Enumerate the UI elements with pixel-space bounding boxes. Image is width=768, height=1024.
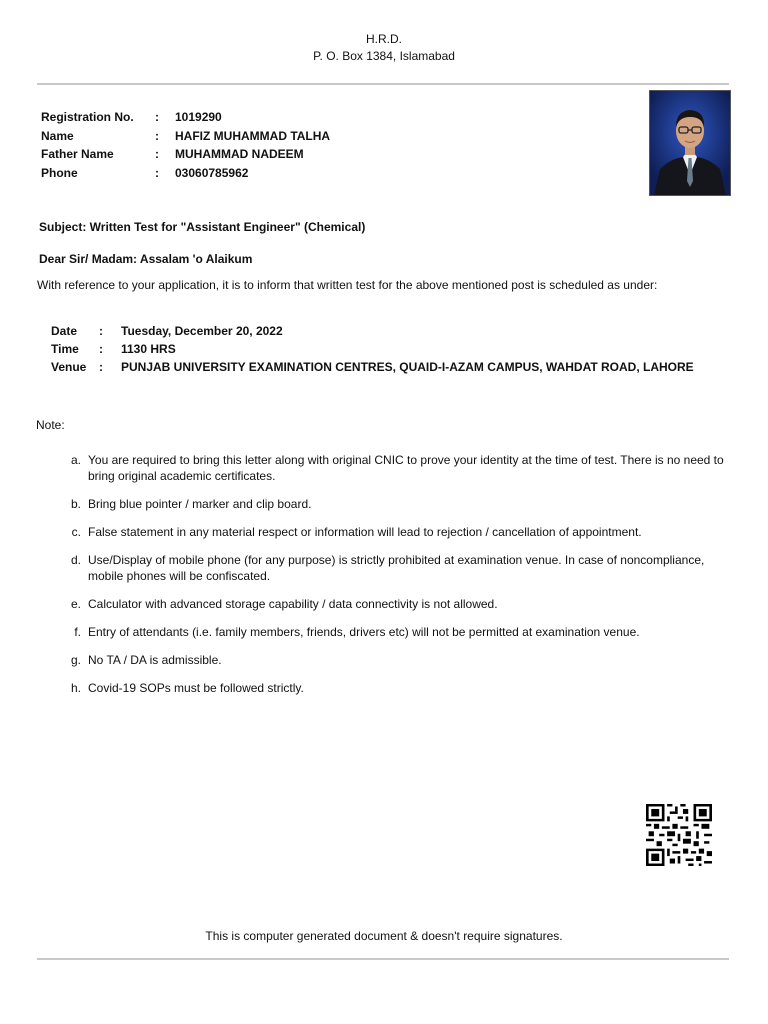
note-text: You are required to bring this letter along with original CNIC to prove your identity at the time of test. There is no need to bring original academic certificates. bbox=[88, 453, 724, 483]
info-separator: : bbox=[155, 110, 159, 125]
schedule-separator: : bbox=[99, 324, 103, 338]
schedule-row-time bbox=[51, 340, 721, 358]
schedule-separator: : bbox=[99, 342, 103, 356]
info-separator: : bbox=[155, 165, 159, 180]
test-time: 1130 HRS bbox=[121, 342, 176, 356]
test-schedule-table bbox=[51, 322, 721, 375]
note-text: Bring blue pointer / marker and clip board. bbox=[88, 497, 312, 511]
note-letter: f. bbox=[74, 625, 81, 639]
note-text: Entry of attendants (i.e. family members, friends, drivers etc) will not be permitted at examination venue. bbox=[88, 625, 640, 639]
schedule-row-date bbox=[51, 322, 721, 340]
schedule-label: Venue bbox=[51, 359, 87, 374]
info-label: Phone bbox=[41, 165, 78, 180]
schedule-label: Date bbox=[51, 324, 78, 338]
qr-code-icon bbox=[646, 804, 712, 866]
info-row-registration bbox=[41, 108, 330, 127]
header-divider bbox=[37, 83, 729, 85]
schedule-separator: : bbox=[99, 359, 103, 374]
letterhead-address: P. O. Box 1384, Islamabad bbox=[313, 49, 455, 63]
candidate-photo bbox=[649, 90, 731, 196]
note-text: Covid-19 SOPs must be followed strictly. bbox=[88, 681, 304, 695]
letter-intro: With reference to your application, it is to inform that written test for the above mentioned post is scheduled as under: bbox=[37, 278, 658, 292]
phone-number: 03060785962 bbox=[175, 165, 249, 180]
note-letter: d. bbox=[70, 553, 81, 567]
note-letter: e. bbox=[70, 597, 81, 611]
note-text: Calculator with advanced storage capability / data connectivity is not allowed. bbox=[88, 597, 498, 611]
note-heading: Note: bbox=[36, 418, 65, 432]
note-letter: h. bbox=[70, 681, 81, 695]
test-date: Tuesday, December 20, 2022 bbox=[121, 324, 283, 338]
note-text: False statement in any material respect or information will lead to rejection / cancellation of appointment. bbox=[88, 525, 642, 539]
qr-code bbox=[646, 804, 712, 866]
note-letter: c. bbox=[71, 525, 81, 539]
note-letter: a. bbox=[70, 453, 81, 467]
candidate-name: HAFIZ MUHAMMAD TALHA bbox=[175, 128, 331, 143]
info-separator: : bbox=[155, 128, 159, 143]
father-name: MUHAMMAD NADEEM bbox=[175, 147, 304, 162]
portrait-image bbox=[650, 91, 730, 195]
candidate-info-table bbox=[41, 108, 330, 182]
schedule-row-venue bbox=[51, 358, 721, 375]
info-row-phone bbox=[41, 164, 330, 183]
letter-subject: Subject: Written Test for "Assistant Engineer" (Chemical) bbox=[39, 220, 366, 234]
test-venue: PUNJAB UNIVERSITY EXAMINATION CENTRES, QUAID-I-AZAM CAMPUS, WAHDAT ROAD, LAHORE bbox=[121, 360, 694, 374]
schedule-label: Time bbox=[51, 342, 79, 356]
info-separator: : bbox=[155, 147, 159, 162]
info-label: Registration No. bbox=[41, 110, 134, 125]
info-label: Name bbox=[41, 128, 74, 143]
footer-note: This is computer generated document & doesn't require signatures. bbox=[205, 929, 563, 943]
info-row-father-name bbox=[41, 145, 330, 164]
letter-greeting: Dear Sir/ Madam: Assalam 'o Alaikum bbox=[39, 252, 253, 266]
note-text: No TA / DA is admissible. bbox=[88, 653, 222, 667]
note-text: Use/Display of mobile phone (for any purpose) is strictly prohibited at examination venue. In case of noncompliance, mobile phones will be confiscated. bbox=[88, 553, 705, 583]
footer-divider bbox=[37, 958, 729, 960]
letterhead-org: H.R.D. bbox=[366, 32, 402, 46]
info-label: Father Name bbox=[41, 147, 114, 162]
registration-number: 1019290 bbox=[175, 110, 222, 125]
info-row-name bbox=[41, 127, 330, 146]
note-letter: g. bbox=[70, 653, 81, 667]
note-letter: b. bbox=[70, 497, 81, 511]
